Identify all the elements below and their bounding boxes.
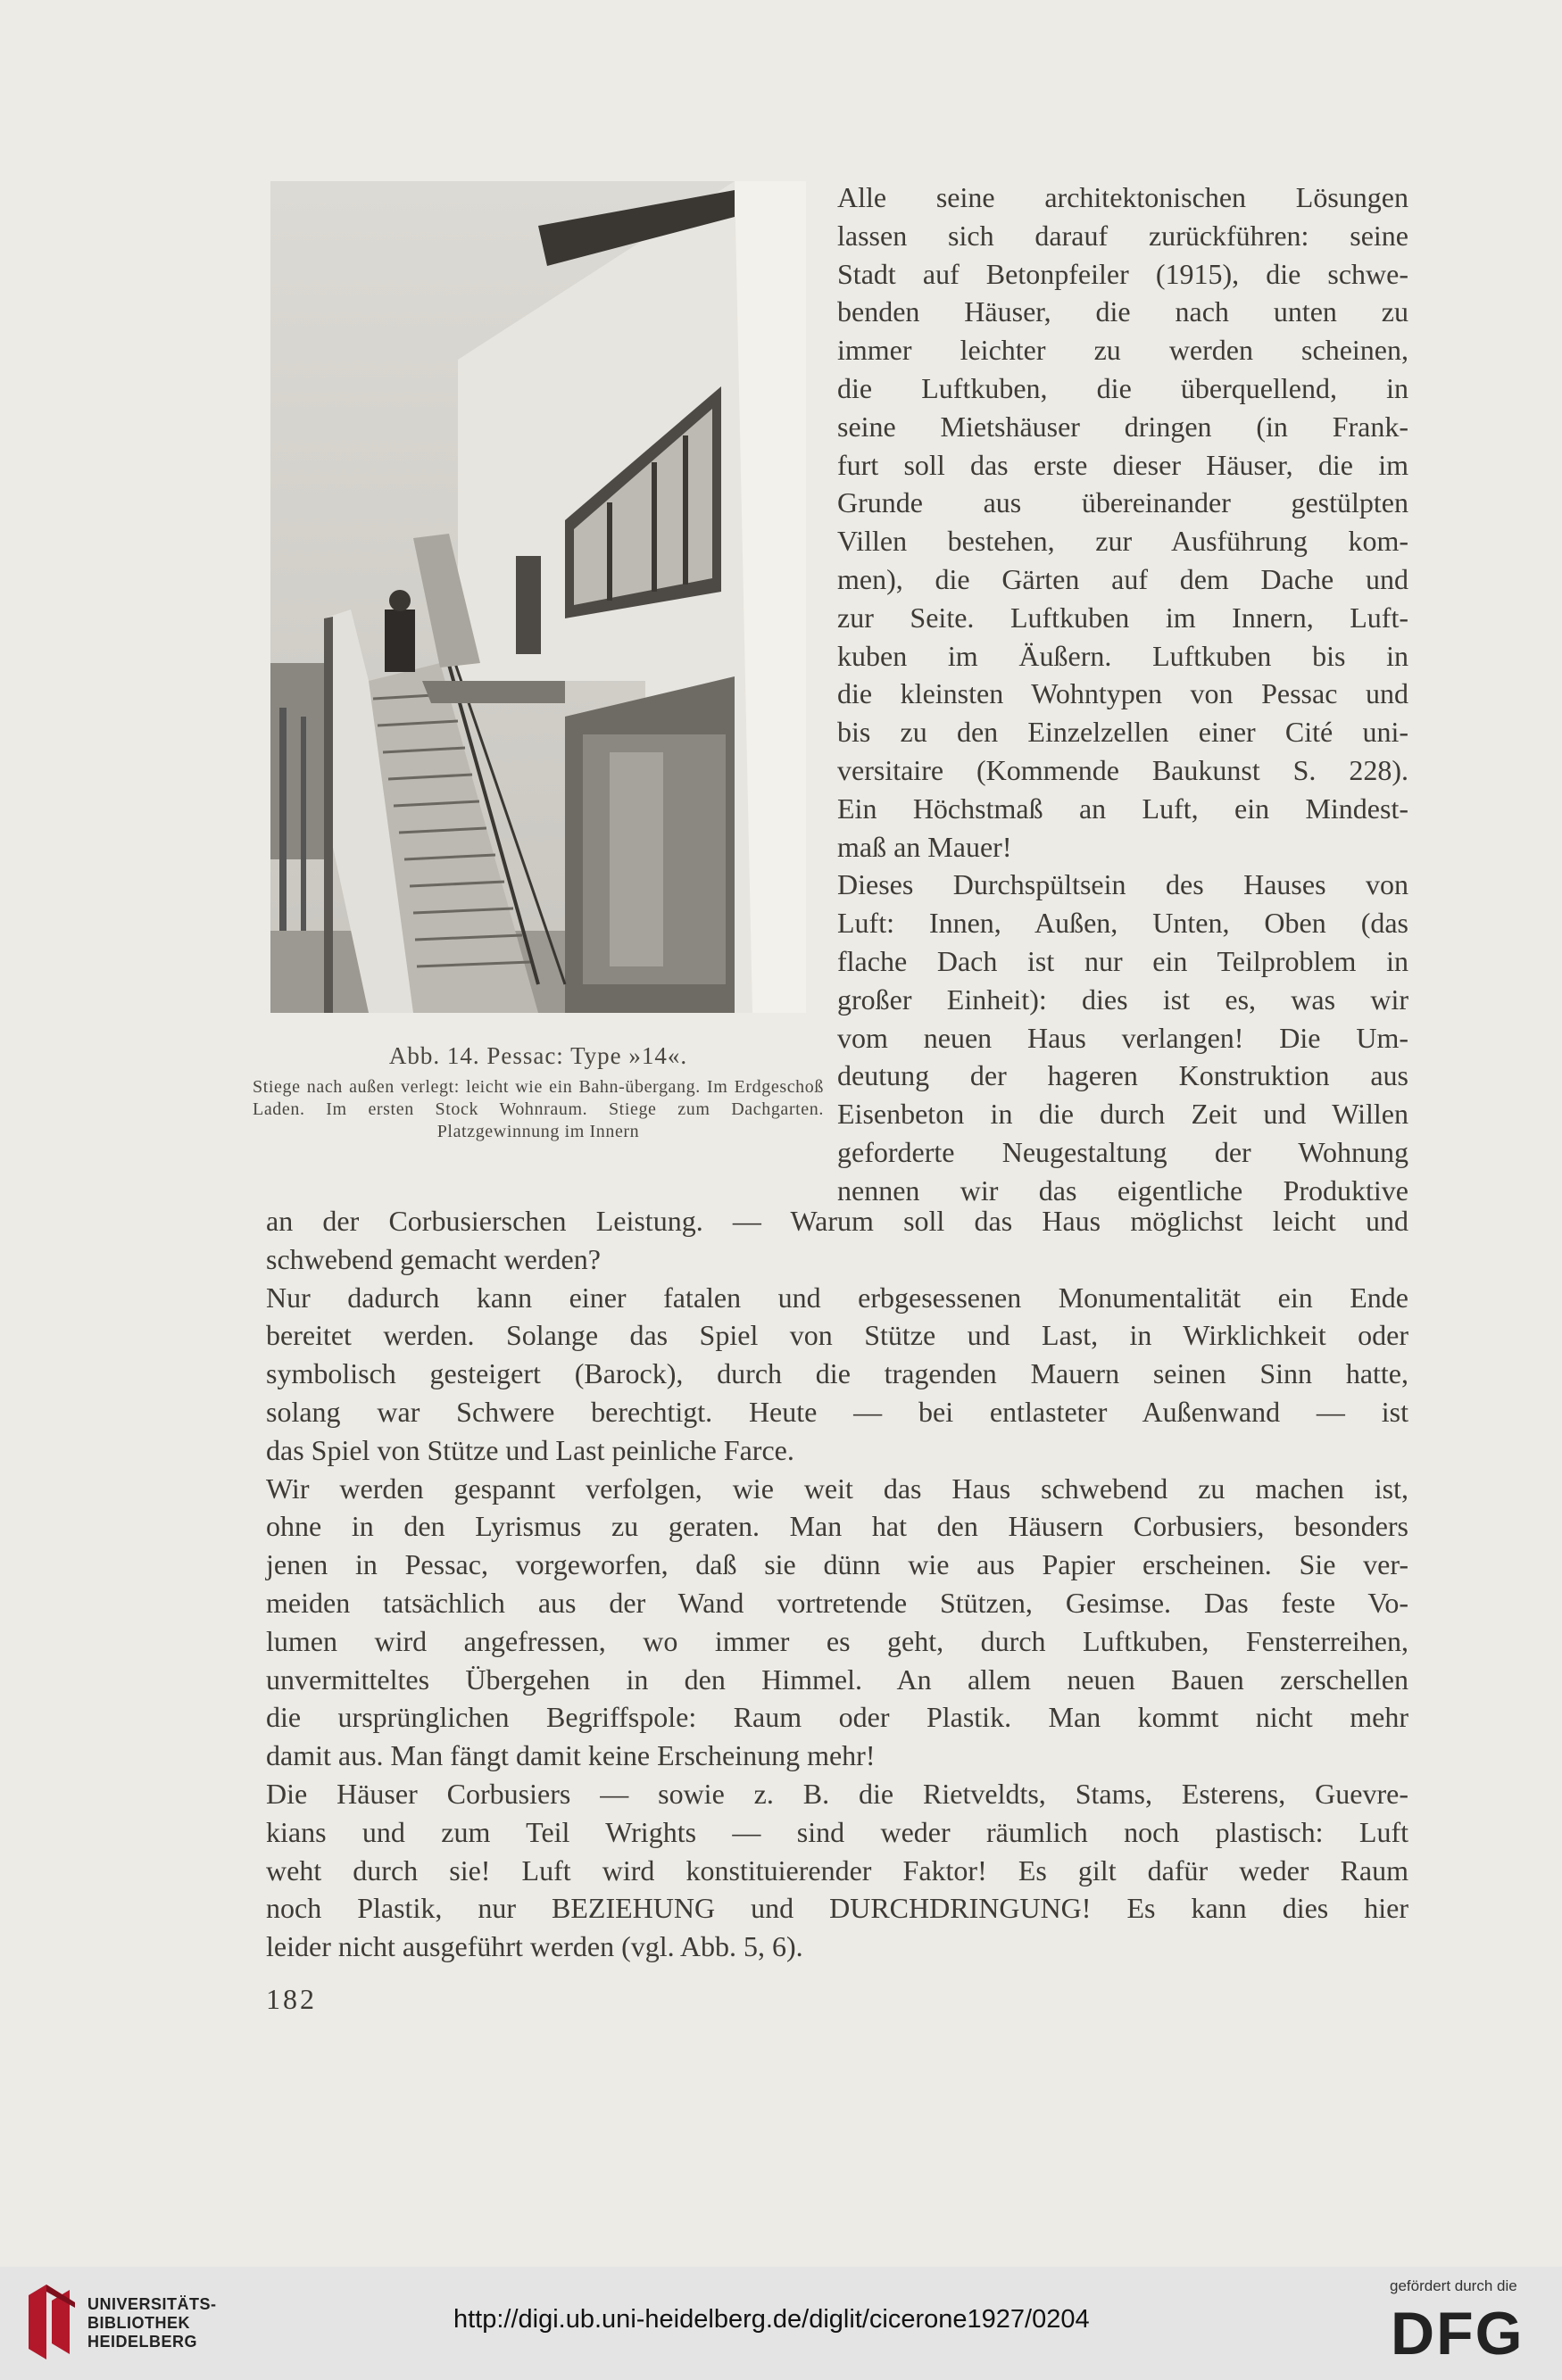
text-line: kuben im Äußern. Luftkuben bis in xyxy=(837,639,1408,672)
text-line: Stadt auf Betonpfeiler (1915), die schwe- xyxy=(837,257,1408,290)
text-line: Wir werden gespannt verfolgen, wie weit das Haus schwebend zu machen ist, xyxy=(266,1472,1408,1505)
text-line: zur Seite. Luftkuben im Innern, Luft- xyxy=(837,601,1408,634)
ub-heidelberg-logo-icon xyxy=(21,2277,84,2367)
text-line: weht durch sie! Luft wird konstituierender Faktor! Es gilt dafür weder Raum xyxy=(266,1853,1408,1887)
text-line: damit aus. Man fängt damit keine Erscheinung mehr! xyxy=(266,1739,876,1772)
text-line: solang war Schwere berechtigt. Heute — bei entlasteter Außenwand — ist xyxy=(266,1395,1408,1428)
text-line: ohne in den Lyrismus zu geraten. Man hat den Häusern Corbusiers, besonders xyxy=(266,1510,1408,1543)
text-line: lassen sich darauf zurückführen: seine xyxy=(837,219,1408,252)
text-line: versitaire (Kommende Baukunst S. 228). xyxy=(837,753,1408,786)
text-line: immer leichter zu werden scheinen, xyxy=(837,334,1408,367)
text-line: die ursprünglichen Begriffspole: Raum oder Plastik. Man kommt nicht mehr xyxy=(266,1701,1408,1734)
text-line: deutung der hageren Konstruktion aus xyxy=(837,1059,1408,1092)
text-line: Villen bestehen, zur Ausführung kom- xyxy=(837,525,1408,558)
text-line: furt soll das erste dieser Häuser, die im xyxy=(837,448,1408,481)
figure-caption xyxy=(253,1041,824,1143)
text-line: men), die Gärten auf dem Dache und xyxy=(837,562,1408,595)
text-line: benden Häuser, die nach unten zu xyxy=(837,295,1408,328)
text-line: flache Dach ist nur ein Teilproblem in xyxy=(837,944,1408,977)
text-line: vom neuen Haus verlangen! Die Um- xyxy=(837,1021,1408,1054)
text-line: Dieses Durchspültsein des Hauses von xyxy=(837,868,1408,901)
text-line: bereitet werden. Solange das Spiel von Stütze und Last, in Wirklichkeit oder xyxy=(266,1319,1408,1352)
text-line: meiden tatsächlich aus der Wand vortretende Stützen, Gesimse. Das feste Vo- xyxy=(266,1586,1408,1619)
dfg-logo[interactable]: DFG xyxy=(1391,2300,1525,2368)
text-line: jenen in Pessac, vorgeworfen, daß sie dünn wie aus Papier erscheinen. Sie ver- xyxy=(266,1548,1408,1581)
text-line: Ein Höchstmaß an Luft, ein Mindest- xyxy=(837,792,1408,825)
right-column-text xyxy=(837,178,1408,1210)
figure-photo-pessac-house xyxy=(270,181,806,1013)
full-width-text xyxy=(266,1202,1408,1966)
text-line: die kleinsten Wohntypen von Pessac und xyxy=(837,677,1408,710)
text-line: Grunde aus übereinander gestülpten xyxy=(837,486,1408,519)
text-line: an der Corbusierschen Leistung. — Warum soll das Haus möglichst leicht und xyxy=(266,1205,1408,1237)
text-line: bis zu den Einzelzellen einer Cité uni- xyxy=(837,716,1408,749)
text-line: seine Mietshäuser dringen (in Frank- xyxy=(837,410,1408,443)
house-photo-illustration xyxy=(270,181,806,1013)
text-line: Die Häuser Corbusiers — sowie z. B. die Rietveldts, Stams, Esterens, Guevre- xyxy=(266,1777,1408,1810)
text-line: Alle seine architektonischen Lösungen xyxy=(837,181,1408,213)
text-line: Nur dadurch kann einer fatalen und erbgesessenen Monumentalität ein Ende xyxy=(266,1281,1408,1314)
text-line: maß an Mauer! xyxy=(837,830,1012,863)
library-line1: UNIVERSITÄTS- xyxy=(87,2295,217,2313)
text-line: Luft: Innen, Außen, Unten, Oben (das xyxy=(837,907,1408,940)
caption-text: Stiege nach außen verlegt: leicht wie ein Bahn-übergang. Im Erdgeschoß Laden. Im ersten Stock Wohnraum. Stiege zum Dachgarten. Platzgewinnung im Innern xyxy=(253,1077,824,1141)
text-line: großer Einheit): dies ist es, was wir xyxy=(837,983,1408,1016)
text-line: nennen wir das eigentliche Produktive xyxy=(837,1173,1408,1207)
text-line: unvermitteltes Übergehen in den Himmel. An allem neuen Bauen zerschellen xyxy=(266,1663,1408,1696)
page-number: 182 xyxy=(266,1983,317,2015)
text-line: Eisenbeton in die durch Zeit und Willen xyxy=(837,1098,1408,1131)
text-line: symbolisch gesteigert (Barock), durch die tragenden Mauern seinen Sinn hatte, xyxy=(266,1357,1408,1390)
text-line: lumen wird angefressen, wo immer es geht, durch Luftkuben, Fensterreihen, xyxy=(266,1624,1408,1657)
text-line: schwebend gemacht werden? xyxy=(266,1242,601,1275)
caption-title: Abb. 14. Pessac: Type »14«. xyxy=(388,1042,688,1069)
library-line3: HEIDELBERG xyxy=(87,2333,198,2351)
library-name[interactable] xyxy=(87,2295,217,2351)
text-line: noch Plastik, nur BEZIEHUNG und DURCHDRINGUNG! Es kann dies hier xyxy=(266,1892,1408,1925)
text-line: kians und zum Teil Wrights — sind weder räumlich noch plastisch: Luft xyxy=(266,1815,1408,1848)
text-line: die Luftkuben, die überquellend, in xyxy=(837,371,1408,404)
text-line: leider nicht ausgeführt werden (vgl. Abb. 5, 6). xyxy=(266,1930,803,1963)
funding-note: gefördert durch die xyxy=(1390,2277,1517,2294)
text-line: geforderte Neugestaltung der Wohnung xyxy=(837,1135,1408,1168)
document-url-link[interactable]: http://digi.ub.uni-heidelberg.de/diglit/cicerone1927/0204 xyxy=(453,2305,1090,2334)
text-line: das Spiel von Stütze und Last peinliche Farce. xyxy=(266,1433,794,1466)
library-line2: BIBLIOTHEK xyxy=(87,2314,190,2332)
